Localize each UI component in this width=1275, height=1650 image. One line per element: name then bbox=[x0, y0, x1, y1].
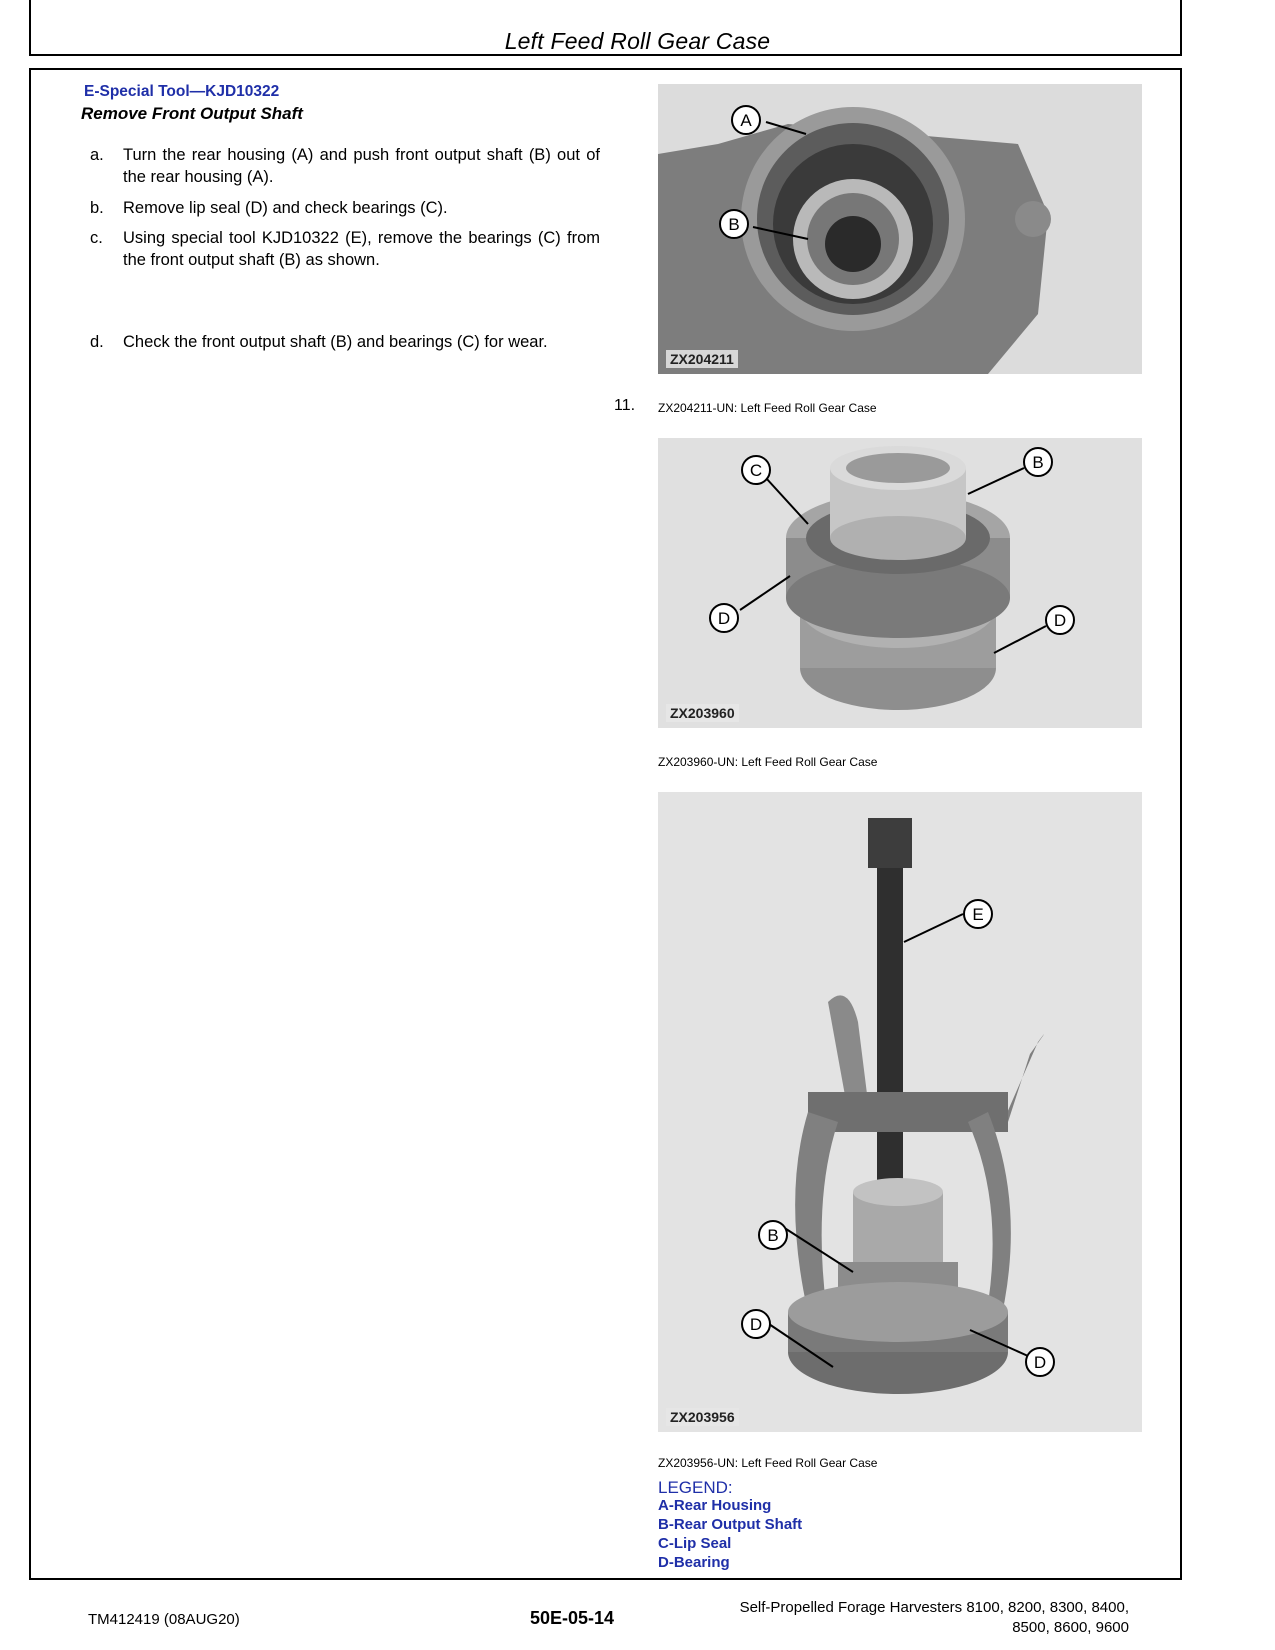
legend-title: LEGEND: bbox=[658, 1478, 733, 1497]
step-letter: c. bbox=[90, 229, 103, 247]
callout-b bbox=[720, 210, 748, 238]
legend-item: C-Lip Seal bbox=[658, 1535, 732, 1552]
rear-housing-photo bbox=[658, 84, 1142, 374]
product-line bbox=[629, 1598, 1129, 1638]
svg-text:A: A bbox=[740, 111, 752, 130]
section-heading: Remove Front Output Shaft bbox=[81, 104, 303, 123]
figure-puller-tool bbox=[658, 792, 1142, 1432]
callout-e bbox=[964, 900, 992, 928]
svg-text:D: D bbox=[1033, 1353, 1047, 1372]
figure-code: ZX203956 bbox=[666, 1408, 739, 1426]
product-line-2: 8500, 8600, 9600 bbox=[1012, 1619, 1129, 1636]
callout-d bbox=[742, 1310, 770, 1338]
legend-item: A-Rear Housing bbox=[658, 1497, 772, 1514]
callout-b bbox=[1024, 448, 1052, 476]
step-text: Check the front output shaft (B) and bearings (C) for wear. bbox=[123, 333, 548, 351]
callout-d bbox=[1026, 1348, 1054, 1376]
step-d bbox=[90, 331, 600, 353]
page-title: Left Feed Roll Gear Case bbox=[504, 28, 771, 54]
step-b bbox=[90, 197, 600, 219]
special-tool-label: E-Special Tool—KJD10322 bbox=[84, 83, 280, 100]
bearing-shaft-photo bbox=[658, 438, 1142, 728]
callout-a bbox=[732, 106, 760, 134]
svg-text:D: D bbox=[1053, 611, 1067, 630]
callout-d bbox=[1046, 606, 1074, 634]
callout-b bbox=[759, 1221, 787, 1249]
document-id: TM412419 (08AUG20) bbox=[88, 1611, 240, 1628]
puller-tool-photo bbox=[658, 792, 1142, 1432]
step-text: Turn the rear housing (A) and push front output shaft (B) out of the rear housing (A). bbox=[123, 146, 600, 186]
step-letter: a. bbox=[90, 146, 104, 164]
svg-text:D: D bbox=[717, 609, 731, 628]
figure-caption: ZX204211-UN: Left Feed Roll Gear Case bbox=[658, 401, 877, 415]
product-line-1: Self-Propelled Forage Harvesters 8100, 8200, 8300, 8400, bbox=[739, 1599, 1129, 1616]
callout-d bbox=[710, 604, 738, 632]
figure-rear-housing bbox=[658, 84, 1142, 374]
figure-code: ZX203960 bbox=[666, 704, 739, 722]
step-a bbox=[90, 144, 600, 188]
page-number: 50E-05-14 bbox=[530, 1608, 615, 1628]
svg-text:D: D bbox=[749, 1315, 763, 1334]
step-c bbox=[90, 227, 600, 271]
step-number: 11. bbox=[614, 397, 636, 414]
legend-item: D-Bearing bbox=[658, 1554, 730, 1571]
svg-text:B: B bbox=[728, 215, 740, 234]
step-text: Remove lip seal (D) and check bearings (C). bbox=[123, 199, 448, 217]
callout-c bbox=[742, 456, 770, 484]
legend-item: B-Rear Output Shaft bbox=[658, 1516, 803, 1533]
step-letter: d. bbox=[90, 333, 104, 351]
figure-code: ZX204211 bbox=[666, 350, 738, 368]
svg-text:B: B bbox=[767, 1226, 779, 1245]
step-letter: b. bbox=[90, 199, 104, 217]
figure-caption: ZX203960-UN: Left Feed Roll Gear Case bbox=[658, 755, 878, 769]
svg-text:E: E bbox=[972, 905, 984, 924]
svg-text:C: C bbox=[749, 461, 763, 480]
svg-text:B: B bbox=[1032, 453, 1044, 472]
figure-caption: ZX203956-UN: Left Feed Roll Gear Case bbox=[658, 1456, 878, 1470]
step-text: Using special tool KJD10322 (E), remove the bearings (C) from the front output shaft (B) as shown. bbox=[123, 229, 600, 269]
figure-bearing-shaft bbox=[658, 438, 1142, 728]
